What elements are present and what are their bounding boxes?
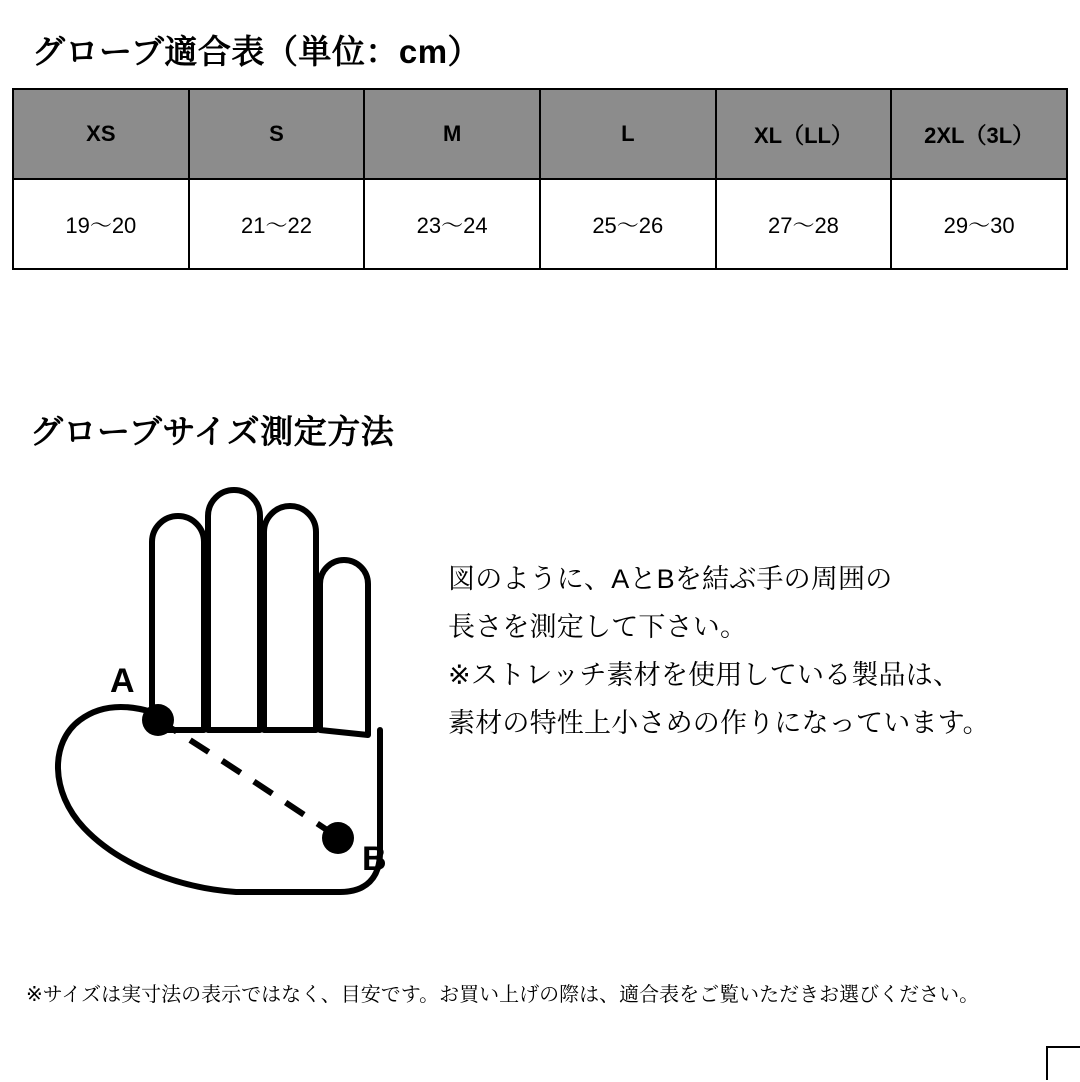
method-line: 長さを測定して下さい。: [448, 612, 748, 642]
method-line: ※ストレッチ素材を使用している製品は、: [448, 660, 961, 690]
table-cell: 29〜30: [891, 179, 1067, 269]
table-cell: 23〜24: [364, 179, 540, 269]
point-a-marker: [142, 704, 174, 736]
method-line: 図のように、AとBを結ぶ手の周囲の: [448, 564, 893, 594]
table-cell: 27〜28: [716, 179, 892, 269]
table-row: [13, 179, 1067, 269]
point-b-marker: [322, 822, 354, 854]
method-line: 素材の特性上小さめの作りになっています。: [448, 708, 990, 738]
table-cell: 19〜20: [13, 179, 189, 269]
point-b-label: B: [362, 840, 387, 878]
table-header-cell: M: [364, 89, 540, 179]
table-header-cell: S: [189, 89, 365, 179]
point-a-label: A: [110, 662, 135, 700]
measuring-line: [158, 720, 336, 836]
table-header-row: [13, 89, 1067, 179]
table-header-cell: 2XL（3L）: [891, 89, 1067, 179]
section-title-measuring-method: グローブサイズ測定方法: [30, 413, 395, 450]
page-title: グローブ適合表（単位：cm）: [32, 33, 482, 70]
table-header-cell: L: [540, 89, 716, 179]
table-cell: 25〜26: [540, 179, 716, 269]
table-cell: 21〜22: [189, 179, 365, 269]
corner-fold-mark: [1046, 1046, 1080, 1080]
footnote-text: ※サイズは実寸法の表示ではなく、目安です。お買い上げの際は、適合表をご覧いただきお選びください。: [26, 984, 980, 1006]
table-header-cell: XS: [13, 89, 189, 179]
size-table: [12, 88, 1068, 270]
method-description: [448, 555, 1058, 747]
table-header-cell: XL（LL）: [716, 89, 892, 179]
hand-diagram: [40, 480, 440, 910]
